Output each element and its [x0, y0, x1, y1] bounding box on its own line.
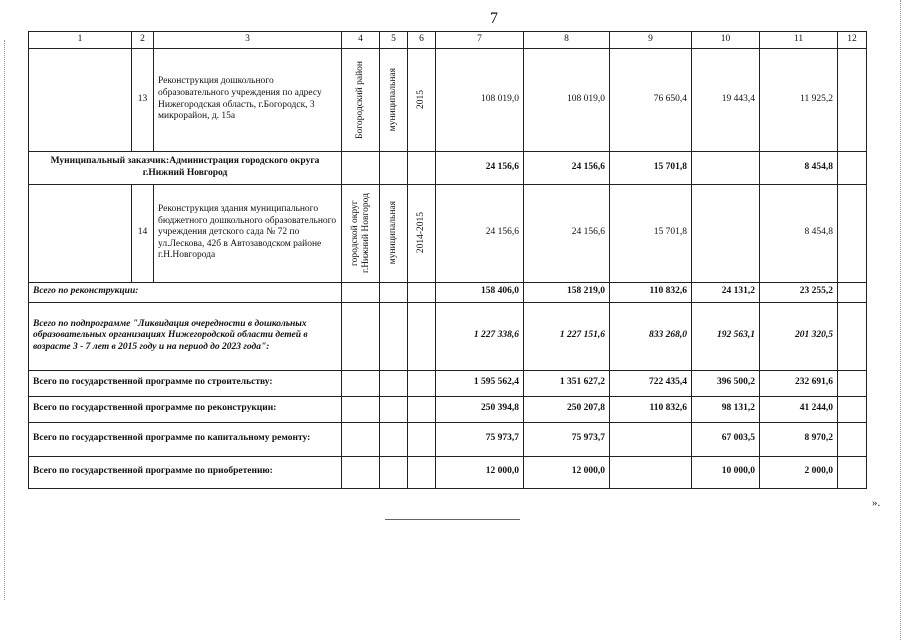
gp-cap-c12 [838, 422, 867, 456]
gp-recon-c7: 250 394,8 [436, 396, 524, 422]
row14-c10 [692, 184, 760, 282]
gp-recon-col5 [380, 396, 408, 422]
gp-constr-c8: 1 351 627,2 [524, 370, 610, 396]
gp-constr-c7: 1 595 562,4 [436, 370, 524, 396]
col-number-2: 2 [132, 32, 154, 49]
total-sub-col6 [408, 302, 436, 370]
total-sub-c7: 1 227 338,6 [436, 302, 524, 370]
col-number-5: 5 [380, 32, 408, 49]
customer-col6 [408, 151, 436, 184]
customer-col4 [342, 151, 380, 184]
row14-number: 14 [132, 184, 154, 282]
row13-ownership: муниципальная [388, 67, 399, 132]
customer-row [29, 151, 867, 184]
gp-recon-c8: 250 207,8 [524, 396, 610, 422]
gp-acq-c7: 12 000,0 [436, 456, 524, 488]
gp-acquisition-label: Всего по государственной программе по приобретению: [29, 456, 342, 488]
gp-cap-c10: 67 003,5 [692, 422, 760, 456]
row13-c11: 11 925,2 [760, 48, 838, 151]
col-number-11: 11 [760, 32, 838, 49]
customer-c12 [838, 151, 867, 184]
total-sub-c8: 1 227 151,6 [524, 302, 610, 370]
row14-ownership: муниципальная [388, 201, 399, 265]
customer-c8: 24 156,6 [524, 151, 610, 184]
gp-cap-col5 [380, 422, 408, 456]
row14-period: 2014-2015 [416, 212, 427, 254]
gp-acq-c10: 10 000,0 [692, 456, 760, 488]
col-number-12: 12 [838, 32, 867, 49]
total-recon-col6 [408, 282, 436, 302]
total-sub-c10: 192 563,1 [692, 302, 760, 370]
gp-acq-c12 [838, 456, 867, 488]
gp-cap-c8: 75 973,7 [524, 422, 610, 456]
row14-district: городской округ г.Нижний Новгород [349, 193, 371, 274]
row13-ownership-cell [380, 48, 408, 151]
row13-period-cell [408, 48, 436, 151]
separator-line [385, 519, 520, 520]
gp-recon-c12 [838, 396, 867, 422]
gp-reconstruction-row [29, 396, 867, 422]
gp-acq-c11: 2 000,0 [760, 456, 838, 488]
gp-acq-col5 [380, 456, 408, 488]
scan-edge-left [4, 40, 5, 600]
total-recon-c12 [838, 282, 867, 302]
gp-recon-col6 [408, 396, 436, 422]
gp-cap-col6 [408, 422, 436, 456]
gp-construction-label: Всего по государственной программе по строительству: [29, 370, 342, 396]
scan-edge-right [900, 0, 901, 640]
gp-recon-col4 [342, 396, 380, 422]
total-sub-c11: 201 320,5 [760, 302, 838, 370]
gp-capital-repair-row [29, 422, 867, 456]
col-number-4: 4 [342, 32, 380, 49]
total-recon-c9: 110 832,6 [610, 282, 692, 302]
col-number-6: 6 [408, 32, 436, 49]
total-recon-col5 [380, 282, 408, 302]
row14-col1 [29, 184, 132, 282]
total-sub-col4 [342, 302, 380, 370]
row13-c12 [838, 48, 867, 151]
row13-c8: 108 019,0 [524, 48, 610, 151]
gp-constr-col5 [380, 370, 408, 396]
row13-object-name: Реконструкция дошкольного образовательного учреждения по адресу Нижегородская область, г.Богородск, 3 микрорайон, д. 15а [154, 48, 342, 151]
col-number-10: 10 [692, 32, 760, 49]
col-number-8: 8 [524, 32, 610, 49]
row14-c11: 8 454,8 [760, 184, 838, 282]
customer-col5 [380, 151, 408, 184]
customer-label: Муниципальный заказчик:Администрация городского округа г.Нижний Новгород [29, 151, 342, 184]
total-subprogram-label: Всего по подпрограмме "Ликвидация очередности в дошкольных образовательных организациях Нижегородской области детей в возрасте 3 - 7 лет в 2015 году и на период до 2023 года": [29, 302, 342, 370]
col-number-1: 1 [29, 32, 132, 49]
gp-constr-col6 [408, 370, 436, 396]
gp-cap-col4 [342, 422, 380, 456]
total-sub-col5 [380, 302, 408, 370]
row14-c7: 24 156,6 [436, 184, 524, 282]
row13-period: 2015 [416, 90, 427, 110]
gp-cap-c7: 75 973,7 [436, 422, 524, 456]
row13-number: 13 [132, 48, 154, 151]
gp-constr-c9: 722 435,4 [610, 370, 692, 396]
total-subprogram-row [29, 302, 867, 370]
total-sub-c12 [838, 302, 867, 370]
gp-cap-c9 [610, 422, 692, 456]
program-table [28, 31, 867, 489]
col-number-9: 9 [610, 32, 692, 49]
total-recon-c10: 24 131,2 [692, 282, 760, 302]
gp-acq-col6 [408, 456, 436, 488]
gp-constr-c11: 232 691,6 [760, 370, 838, 396]
customer-c7: 24 156,6 [436, 151, 524, 184]
row14-period-cell [408, 184, 436, 282]
total-recon-c7: 158 406,0 [436, 282, 524, 302]
gp-acq-col4 [342, 456, 380, 488]
total-sub-c9: 833 268,0 [610, 302, 692, 370]
gp-recon-c10: 98 131,2 [692, 396, 760, 422]
gp-recon-c9: 110 832,6 [610, 396, 692, 422]
gp-constr-c10: 396 500,2 [692, 370, 760, 396]
row13-c10: 19 443,4 [692, 48, 760, 151]
row14-ownership-cell [380, 184, 408, 282]
total-recon-c8: 158 219,0 [524, 282, 610, 302]
row13-col1 [29, 48, 132, 151]
gp-constr-c12 [838, 370, 867, 396]
closing-quote: ». [872, 497, 881, 509]
gp-capital-repair-label: Всего по государственной программе по капитальному ремонту: [29, 422, 342, 456]
col-number-3: 3 [154, 32, 342, 49]
row13-district: Богородский район [355, 60, 366, 139]
total-recon-c11: 23 255,2 [760, 282, 838, 302]
gp-acquisition-row [29, 456, 867, 488]
row13-district-cell [342, 48, 380, 151]
row13-c9: 76 650,4 [610, 48, 692, 151]
row14-object-name: Реконструкция здания муниципального бюджетного дошкольного образовательного учреждения детского сада № 72 по ул.Лескова, 42б в Автозаводском районе г.Н.Новгорода [154, 184, 342, 282]
customer-c10 [692, 151, 760, 184]
gp-constr-col4 [342, 370, 380, 396]
gp-recon-c11: 41 244,0 [760, 396, 838, 422]
column-number-row [29, 32, 867, 49]
gp-reconstruction-label: Всего по государственной программе по реконструкции: [29, 396, 342, 422]
gp-acq-c9 [610, 456, 692, 488]
table-row-13 [29, 48, 867, 151]
gp-construction-row [29, 370, 867, 396]
page-number: 7 [490, 10, 498, 27]
total-reconstruction-row [29, 282, 867, 302]
total-reconstruction-label: Всего по реконструкции: [29, 282, 342, 302]
gp-cap-c11: 8 970,2 [760, 422, 838, 456]
row14-c12 [838, 184, 867, 282]
customer-c9: 15 701,8 [610, 151, 692, 184]
gp-acq-c8: 12 000,0 [524, 456, 610, 488]
row14-c9: 15 701,8 [610, 184, 692, 282]
col-number-7: 7 [436, 32, 524, 49]
total-recon-col4 [342, 282, 380, 302]
customer-c11: 8 454,8 [760, 151, 838, 184]
row14-c8: 24 156,6 [524, 184, 610, 282]
row13-c7: 108 019,0 [436, 48, 524, 151]
table-row-14 [29, 184, 867, 282]
row14-district-cell [342, 184, 380, 282]
